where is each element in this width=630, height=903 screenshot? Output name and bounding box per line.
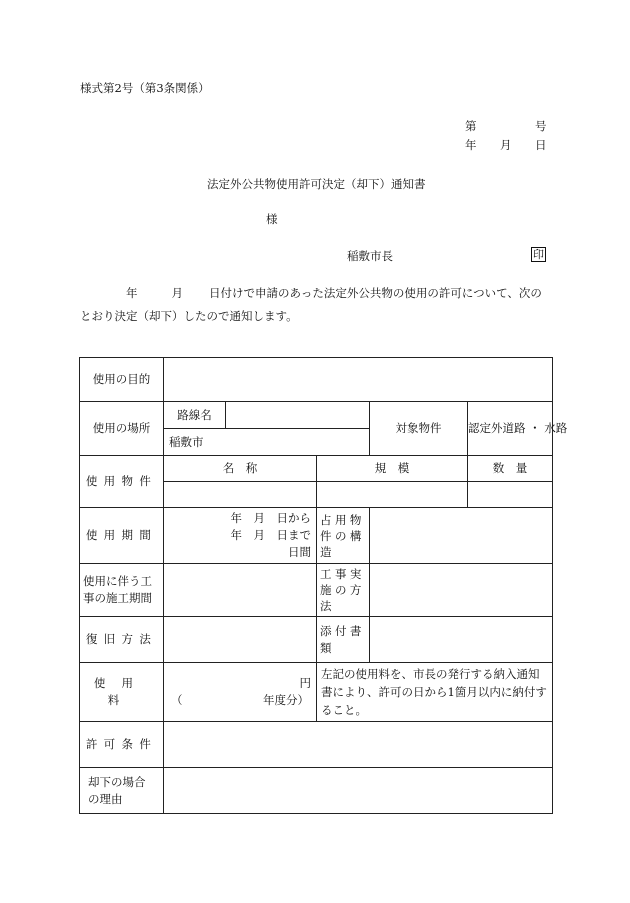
construction-method-value[interactable] bbox=[370, 564, 553, 617]
item-name-header: 名 称 bbox=[164, 456, 317, 482]
seal-mark: 印 bbox=[533, 248, 544, 261]
item-quantity-value[interactable] bbox=[468, 482, 553, 508]
permit-table bbox=[79, 357, 568, 814]
route-name-value[interactable] bbox=[226, 402, 370, 429]
row-location-1 bbox=[80, 402, 553, 429]
target-property-value: 認定外道路 ・ 水路 bbox=[468, 402, 553, 456]
period-value bbox=[164, 508, 317, 564]
period-to: 年 月 日まで bbox=[230, 528, 311, 542]
restoration-value[interactable] bbox=[164, 617, 317, 663]
addressee-suffix: 様 bbox=[266, 212, 278, 226]
fee-label: 使用料 bbox=[80, 663, 164, 722]
form-number: 様式第2号（第3条関係） bbox=[80, 81, 210, 95]
item-scale-value[interactable] bbox=[317, 482, 468, 508]
construction-method-label: 工事実施の方法 bbox=[317, 564, 370, 617]
body-year: 年 bbox=[126, 286, 138, 300]
document-title: 法定外公共物使用許可決定（却下）通知書 bbox=[207, 177, 426, 191]
issuer-name: 稲敷市長 bbox=[347, 249, 393, 263]
restoration-label: 復旧方法 bbox=[80, 617, 164, 663]
date-year: 年 bbox=[465, 138, 477, 152]
location-label: 使用の場所 bbox=[80, 402, 164, 456]
rejection-reason-value[interactable] bbox=[164, 768, 553, 814]
purpose-label: 使用の目的 bbox=[80, 358, 164, 402]
row-items-header bbox=[80, 456, 553, 482]
date-month: 月 bbox=[500, 138, 512, 152]
purpose-value[interactable] bbox=[164, 358, 553, 402]
conditions-value[interactable] bbox=[164, 722, 553, 768]
fee-paren: （ bbox=[171, 693, 183, 707]
doc-number-dai: 第 bbox=[465, 119, 477, 133]
period-days: 日間 bbox=[288, 545, 311, 559]
attachments-label: 添付書類 bbox=[317, 617, 370, 663]
items-label: 使用物件 bbox=[80, 456, 164, 508]
conditions-label: 許可条件 bbox=[80, 722, 164, 768]
period-label: 使用期間 bbox=[80, 508, 164, 564]
notice-body bbox=[80, 282, 550, 328]
body-text: 日付けで申請のあった法定外公共物の使用の許可について、次のとおり決定（却下）したので通知します。 bbox=[80, 286, 542, 323]
item-scale-header: 規 模 bbox=[317, 456, 468, 482]
row-rejection bbox=[80, 768, 553, 814]
fee-note: 左記の使用料を、市長の発行する納入通知書により、許可の日から1箇月以内に納付すること。 bbox=[317, 663, 553, 722]
structure-value[interactable] bbox=[370, 508, 553, 564]
attachments-value[interactable] bbox=[370, 617, 553, 663]
doc-number-go: 号 bbox=[535, 119, 547, 133]
route-name-label: 路線名 bbox=[164, 402, 226, 429]
row-construction bbox=[80, 564, 553, 617]
period-from: 年 月 日から bbox=[230, 511, 311, 525]
construction-period-value[interactable] bbox=[164, 564, 317, 617]
row-conditions bbox=[80, 722, 553, 768]
fee-fiscal-year: 年度分） bbox=[263, 693, 309, 707]
structure-label: 占用物件の構造 bbox=[317, 508, 370, 564]
item-quantity-header: 数 量 bbox=[468, 456, 553, 482]
body-month: 月 bbox=[171, 286, 183, 300]
rejection-reason-label: 却下の場合の理由 bbox=[80, 768, 164, 814]
city-value: 稲敷市 bbox=[164, 429, 370, 456]
fee-yen: 円 bbox=[299, 676, 311, 690]
row-period bbox=[80, 508, 553, 564]
row-fee bbox=[80, 663, 553, 722]
date-day: 日 bbox=[535, 138, 547, 152]
item-name-value[interactable] bbox=[164, 482, 317, 508]
construction-period-label: 使用に伴う工事の施工期間 bbox=[80, 564, 164, 617]
target-property-label: 対象物件 bbox=[370, 402, 468, 456]
row-restoration bbox=[80, 617, 553, 663]
row-purpose bbox=[80, 358, 553, 402]
fee-value bbox=[164, 663, 317, 722]
